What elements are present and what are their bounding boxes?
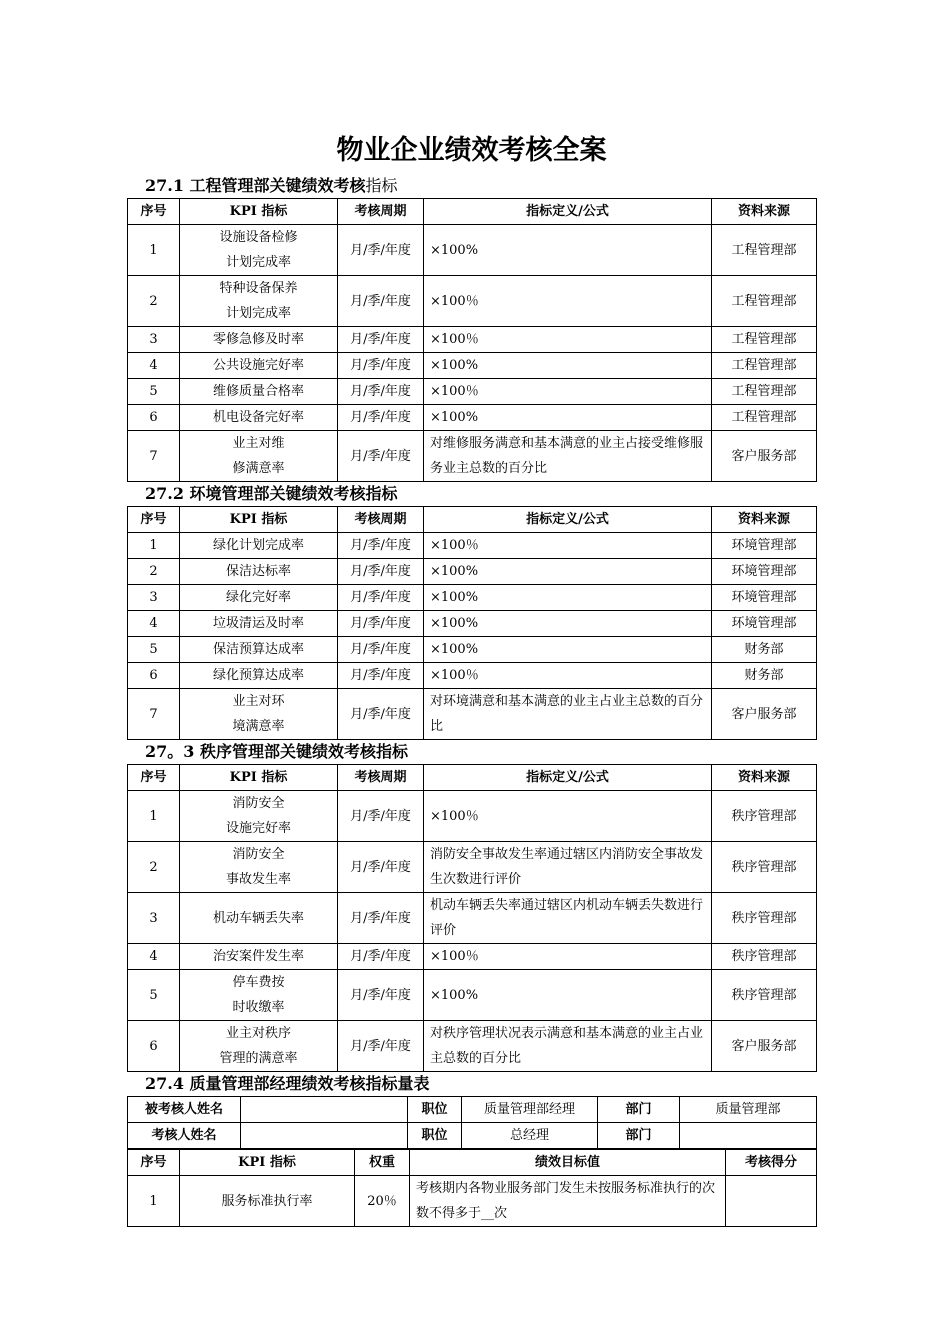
table-row <box>128 689 817 740</box>
name-value <box>241 1123 408 1149</box>
kpi-name <box>180 944 338 970</box>
data-source: 秩序管理部 <box>712 944 817 970</box>
section-quality-management <box>127 1072 816 1227</box>
kpi-name-line: 业主对环 <box>232 694 285 709</box>
row-number: 6 <box>128 1021 180 1072</box>
kpi-table <box>127 506 817 740</box>
indicator-definition: ×100% <box>424 637 712 663</box>
quality-kpi-table <box>127 1096 817 1149</box>
row-number: 3 <box>128 585 180 611</box>
kpi-name <box>180 637 338 663</box>
row-number: 3 <box>128 327 180 353</box>
document-page <box>127 128 816 1227</box>
kpi-name <box>180 431 338 482</box>
table-row <box>128 276 817 327</box>
position-value: 质量管理部经理 <box>462 1097 598 1123</box>
data-source: 环境管理部 <box>712 559 817 585</box>
row-number: 1 <box>128 533 180 559</box>
table-row <box>128 379 817 405</box>
row-number: 5 <box>128 970 180 1021</box>
table-row <box>128 893 817 944</box>
department-value <box>680 1123 817 1149</box>
kpi-name <box>180 276 338 327</box>
assessment-period: 月/季/年度 <box>338 791 424 842</box>
kpi-table <box>127 764 817 1072</box>
kpi-name-line: 机电设备完好率 <box>212 410 304 425</box>
kpi-name <box>180 225 338 276</box>
weight: 20％ <box>355 1176 410 1227</box>
data-source: 客户服务部 <box>712 689 817 740</box>
column-header: 权重 <box>355 1150 410 1176</box>
kpi-name <box>180 585 338 611</box>
column-header: 指标定义/公式 <box>424 507 712 533</box>
assessment-period: 月/季/年度 <box>338 893 424 944</box>
assessment-period: 月/季/年度 <box>338 405 424 431</box>
data-source: 财务部 <box>712 637 817 663</box>
kpi-name-line: 治安案件发生率 <box>212 949 304 964</box>
assessment-period: 月/季/年度 <box>338 353 424 379</box>
assessment-period: 月/季/年度 <box>338 842 424 893</box>
row-number: 1 <box>128 225 180 276</box>
kpi-name <box>180 611 338 637</box>
kpi-name <box>180 791 338 842</box>
kpi-name: 服务标准执行率 <box>180 1176 355 1227</box>
assessment-period: 月/季/年度 <box>338 944 424 970</box>
column-header: KPI 指标 <box>180 199 338 225</box>
kpi-name <box>180 893 338 944</box>
section-title <box>127 740 816 764</box>
table-row <box>128 611 817 637</box>
assessment-period: 月/季/年度 <box>338 276 424 327</box>
kpi-name <box>180 405 338 431</box>
indicator-definition: ×100％ <box>424 276 712 327</box>
data-source: 秩序管理部 <box>712 842 817 893</box>
kpi-name-line: 垃圾清运及时率 <box>212 616 304 631</box>
section-title <box>127 482 816 506</box>
row-number: 7 <box>128 689 180 740</box>
kpi-name-line: 时收缴率 <box>232 1000 285 1015</box>
table-row <box>128 225 817 276</box>
kpi-name-line: 特种设备保养 <box>219 281 298 296</box>
data-source: 客户服务部 <box>712 1021 817 1072</box>
table-row <box>128 431 817 482</box>
column-header: 序号 <box>128 1150 180 1176</box>
table-row <box>128 663 817 689</box>
data-source: 秩序管理部 <box>712 970 817 1021</box>
column-header: KPI 指标 <box>180 1150 355 1176</box>
data-source: 秩序管理部 <box>712 893 817 944</box>
table-row <box>128 585 817 611</box>
assessment-period: 月/季/年度 <box>338 379 424 405</box>
row-number: 4 <box>128 353 180 379</box>
column-header: KPI 指标 <box>180 507 338 533</box>
table-row <box>128 970 817 1021</box>
data-source: 工程管理部 <box>712 405 817 431</box>
indicator-definition: ×100% <box>424 585 712 611</box>
kpi-name-line: 消防安全 <box>232 796 285 811</box>
assessment-period: 月/季/年度 <box>338 689 424 740</box>
kpi-name-line: 公共设施完好率 <box>212 358 304 373</box>
data-source: 工程管理部 <box>712 225 817 276</box>
quality-score-table <box>127 1149 817 1227</box>
kpi-table <box>127 198 817 482</box>
indicator-definition: ×100% <box>424 225 712 276</box>
column-header: 考核周期 <box>338 765 424 791</box>
row-number: 2 <box>128 276 180 327</box>
position-value: 总经理 <box>462 1123 598 1149</box>
name-label: 考核人姓名 <box>128 1123 241 1149</box>
row-number: 1 <box>128 791 180 842</box>
table-row <box>128 327 817 353</box>
kpi-name <box>180 533 338 559</box>
table-row <box>128 637 817 663</box>
kpi-name-line: 机动车辆丢失率 <box>212 910 304 926</box>
assessment-period: 月/季/年度 <box>338 663 424 689</box>
column-header: 资料来源 <box>712 507 817 533</box>
kpi-name-line: 停车费按 <box>232 975 285 990</box>
table-row <box>128 842 817 893</box>
assessment-period: 月/季/年度 <box>338 970 424 1021</box>
info-row <box>128 1123 817 1149</box>
data-source: 客户服务部 <box>712 431 817 482</box>
name-value <box>241 1097 408 1123</box>
row-number: 2 <box>128 559 180 585</box>
department-label: 部门 <box>598 1123 680 1149</box>
table-row <box>128 1021 817 1072</box>
kpi-name <box>180 842 338 893</box>
column-header: 序号 <box>128 199 180 225</box>
section-title: 27.4 质量管理部经理绩效考核指标量表 <box>145 1074 430 1093</box>
indicator-definition: ×100％ <box>424 379 712 405</box>
assessment-period: 月/季/年度 <box>338 637 424 663</box>
indicator-definition: 对秩序管理状况表示满意和基本满意的业主占业主总数的百分比 <box>424 1021 712 1072</box>
assessment-period: 月/季/年度 <box>338 585 424 611</box>
indicator-definition: ×100% <box>424 611 712 637</box>
kpi-name <box>180 379 338 405</box>
kpi-name <box>180 353 338 379</box>
table-header-row <box>128 1150 817 1176</box>
section-title-text: 27.1 工程管理部关键绩效考核 <box>145 176 366 195</box>
document-title: 物业企业绩效考核全案 <box>336 135 607 166</box>
kpi-name-line: 绿化预算达成率 <box>212 668 304 683</box>
kpi-name-line: 管理的满意率 <box>219 1051 298 1066</box>
info-row <box>128 1097 817 1123</box>
score <box>726 1176 817 1227</box>
kpi-name <box>180 327 338 353</box>
row-number: 3 <box>128 893 180 944</box>
kpi-name-line: 零修急修及时率 <box>212 332 304 347</box>
kpi-name <box>180 970 338 1021</box>
column-header: 序号 <box>128 507 180 533</box>
kpi-name <box>180 559 338 585</box>
indicator-definition: ×100％ <box>424 791 712 842</box>
indicator-definition: ×100% <box>424 970 712 1021</box>
kpi-name-line: 境满意率 <box>232 719 285 734</box>
assessment-period: 月/季/年度 <box>338 559 424 585</box>
assessment-period: 月/季/年度 <box>338 1021 424 1072</box>
data-source: 环境管理部 <box>712 585 817 611</box>
kpi-name-line: 事故发生率 <box>225 872 291 887</box>
kpi-name-line: 业主对维 <box>232 436 285 451</box>
kpi-name-line: 计划完成率 <box>225 306 291 321</box>
target-value: 考核期内各物业服务部门发生未按服务标准执行的次数不得多于__次 <box>410 1176 726 1227</box>
indicator-definition: 对环境满意和基本满意的业主占业主总数的百分比 <box>424 689 712 740</box>
name-label: 被考核人姓名 <box>128 1097 241 1123</box>
data-source: 环境管理部 <box>712 533 817 559</box>
assessment-period: 月/季/年度 <box>338 611 424 637</box>
section-title-text: 27.2 环境管理部关键绩效考核指标 <box>145 484 398 503</box>
indicator-definition: 对维修服务满意和基本满意的业主占接受维修服务业主总数的百分比 <box>424 431 712 482</box>
section-title-text: 27。3 秩序管理部关键绩效考核指标 <box>145 742 408 761</box>
kpi-name-line: 设施设备检修 <box>219 230 298 245</box>
kpi-name-line: 绿化完好率 <box>225 590 291 605</box>
indicator-definition: ×100％ <box>424 327 712 353</box>
row-number: 7 <box>128 431 180 482</box>
data-source: 秩序管理部 <box>712 791 817 842</box>
data-source: 工程管理部 <box>712 327 817 353</box>
column-header: 指标定义/公式 <box>424 765 712 791</box>
data-source: 财务部 <box>712 663 817 689</box>
assessment-period: 月/季/年度 <box>338 327 424 353</box>
column-header: 考核周期 <box>338 507 424 533</box>
row-number: 1 <box>128 1176 180 1227</box>
row-number: 2 <box>128 842 180 893</box>
data-source: 环境管理部 <box>712 611 817 637</box>
data-source: 工程管理部 <box>712 353 817 379</box>
assessment-period: 月/季/年度 <box>338 533 424 559</box>
table-row <box>128 1176 817 1227</box>
column-header: 指标定义/公式 <box>424 199 712 225</box>
assessment-period: 月/季/年度 <box>338 431 424 482</box>
position-label: 职位 <box>408 1097 462 1123</box>
kpi-sections <box>127 174 816 1072</box>
indicator-definition: 机动车辆丢失率通过辖区内机动车辆丢失数进行评价 <box>424 893 712 944</box>
kpi-name-line: 修满意率 <box>232 461 285 476</box>
position-label: 职位 <box>408 1123 462 1149</box>
table-row <box>128 353 817 379</box>
table-header-row <box>128 199 817 225</box>
table-row <box>128 559 817 585</box>
column-header: 资料来源 <box>712 199 817 225</box>
kpi-name <box>180 1021 338 1072</box>
row-number: 6 <box>128 663 180 689</box>
kpi-name-line: 绿化计划完成率 <box>212 538 304 553</box>
row-number: 6 <box>128 405 180 431</box>
indicator-definition: ×100% <box>424 405 712 431</box>
row-number: 4 <box>128 944 180 970</box>
table-row <box>128 944 817 970</box>
table-row <box>128 533 817 559</box>
kpi-name <box>180 689 338 740</box>
column-header: 资料来源 <box>712 765 817 791</box>
table-header-row <box>128 765 817 791</box>
kpi-name-line: 计划完成率 <box>225 255 291 270</box>
data-source: 工程管理部 <box>712 379 817 405</box>
indicator-definition: ×100％ <box>424 944 712 970</box>
table-header-row <box>128 507 817 533</box>
indicator-definition: ×100% <box>424 559 712 585</box>
kpi-name <box>180 663 338 689</box>
kpi-name-line: 保洁达标率 <box>225 564 291 579</box>
column-header: 考核得分 <box>726 1150 817 1176</box>
section-title-suffix: 指标 <box>365 176 398 195</box>
row-number: 5 <box>128 379 180 405</box>
data-source: 工程管理部 <box>712 276 817 327</box>
column-header: 考核周期 <box>338 199 424 225</box>
kpi-name-line: 消防安全 <box>232 847 285 862</box>
kpi-name-line: 设施完好率 <box>225 821 291 836</box>
row-number: 5 <box>128 637 180 663</box>
row-number: 4 <box>128 611 180 637</box>
indicator-definition: ×100％ <box>424 663 712 689</box>
department-label: 部门 <box>598 1097 680 1123</box>
column-header: KPI 指标 <box>180 765 338 791</box>
kpi-name-line: 保洁预算达成率 <box>212 642 304 657</box>
department-value: 质量管理部 <box>680 1097 817 1123</box>
assessment-period: 月/季/年度 <box>338 225 424 276</box>
table-row <box>128 791 817 842</box>
column-header: 序号 <box>128 765 180 791</box>
indicator-definition: 消防安全事故发生率通过辖区内消防安全事故发生次数进行评价 <box>424 842 712 893</box>
column-header: 绩效目标值 <box>410 1150 726 1176</box>
table-row <box>128 405 817 431</box>
section-title <box>127 174 816 198</box>
kpi-name-line: 维修质量合格率 <box>212 384 304 399</box>
kpi-name-line: 业主对秩序 <box>225 1026 291 1041</box>
indicator-definition: ×100％ <box>424 533 712 559</box>
indicator-definition: ×100% <box>424 353 712 379</box>
